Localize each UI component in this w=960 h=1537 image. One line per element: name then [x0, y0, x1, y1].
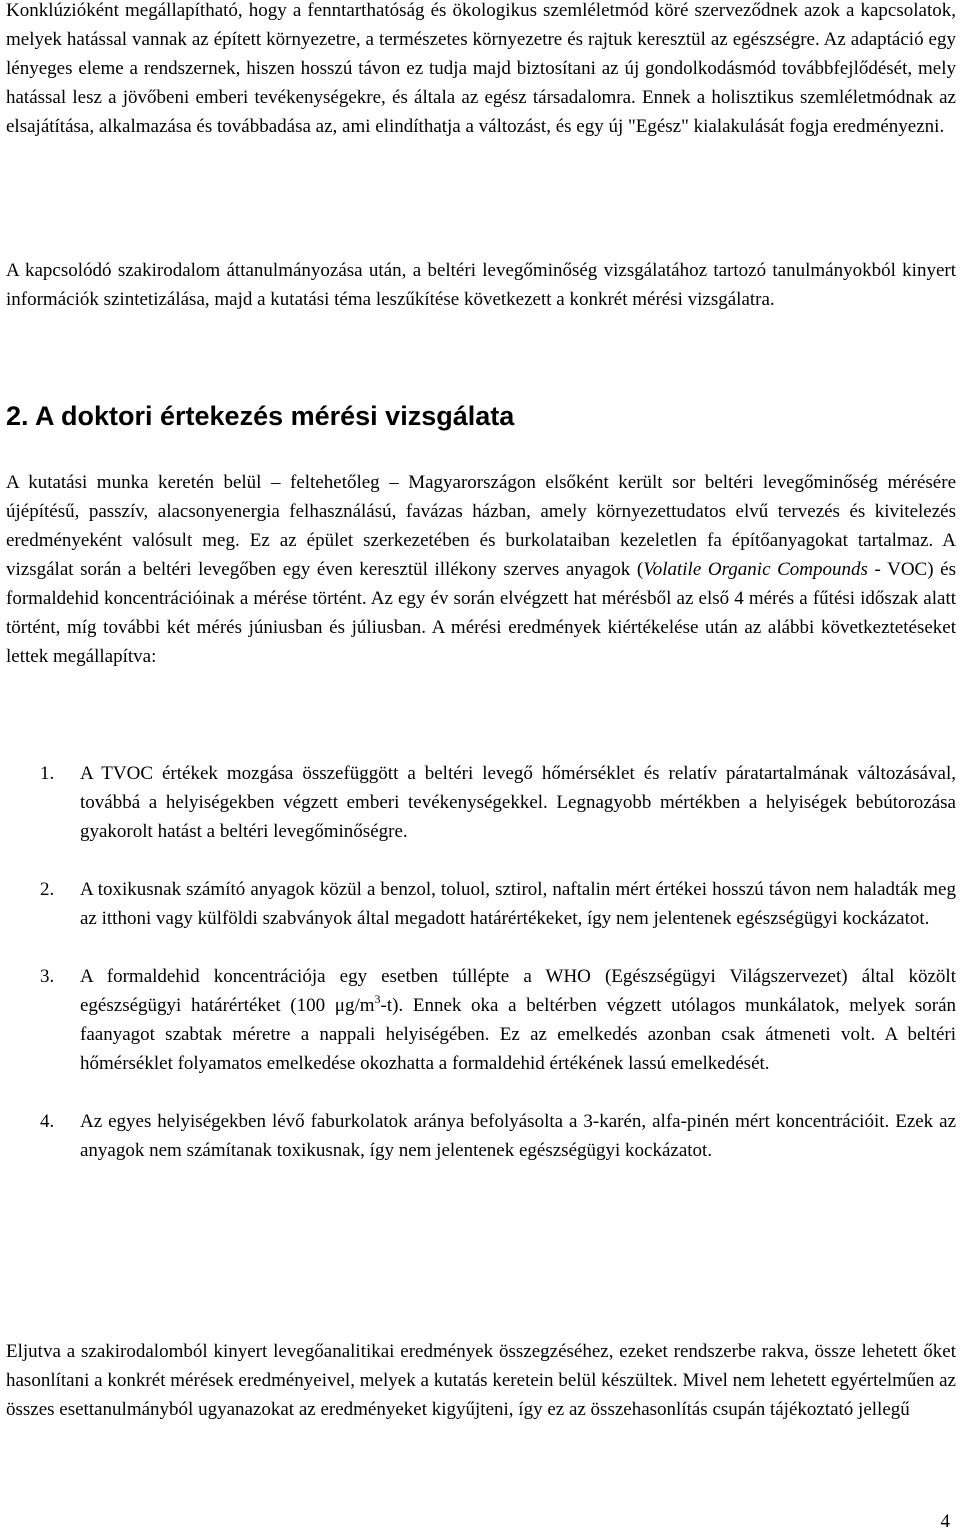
superscript-exponent: 3: [374, 991, 381, 1006]
paragraph-conclusion: Konklúzióként megállapítható, hogy a fenntarthatóság és ökologikus szemléletmód köré szerveződnek azok a kapcsolatok, melyek hatással vannak az épített környezetre, a természetes környezetre és rajtuk keresztül az egészségre. Az adaptáció egy lényeges eleme a rendszernek, hiszen hosszú távon ez tudja majd biztosítani az új gondolkodásmód továbbfejlődését, mely hatással lesz a jövőbeni emberi tevékenységekre, és általa az egész társadalomra. Ennek a holisztikus szemléletmódnak az elsajátítása, alkalmazása és továbbadása az, ami elindíthatja a változást, és egy új "Egész" kialakulását fogja eredményezni.: [6, 0, 956, 137]
paragraph-comparison: Eljutva a szakirodalomból kinyert levegőanalitikai eredmények összegzéséhez, ezeket rendszerbe rakva, össze lehetett őket hasonlítani a konkrét mérések eredményeivel, melyek a kutatás keretein belül készültek. Mivel nem lehetett egyértelműen az összes esettanulmányból ugyanazokat az eredményeket kigyűjteni, így ez az összehasonlítás csupán tájékoztató jellegű: [6, 1341, 956, 1420]
paragraph-measurement-intro: [6, 468, 956, 671]
list-item-number: 3.: [40, 966, 55, 987]
list-item: [6, 962, 956, 1078]
list-item-number: 2.: [40, 879, 55, 900]
list-item-text: Az egyes helyiségekben lévő faburkolatok aránya befolyásolta a 3-karén, alfa-pinén mért koncentrációit. Ezek az anyagok nem számítanak toxikusnak, így nem jelentenek egészségügyi kockázatot.: [80, 1111, 956, 1161]
list-item-number: 1.: [40, 763, 55, 784]
findings-list: [6, 759, 956, 1194]
list-item: [6, 875, 956, 933]
page-number: 4: [940, 1511, 950, 1532]
list-item-text: [80, 962, 956, 1078]
list-item-text-b: -t). Ennek oka a beltérben végzett utólagos munkálatok, melyek során faanyagot szabtak méretre a nappali helyiségében. Ez az emelkedés azonban csak átmeneti volt. A beltéri hőmérséklet folyamatos emelkedése okozhatta a formaldehid értékének lassú emelkedését.: [80, 995, 957, 1074]
list-item: [6, 1107, 956, 1165]
list-item-text-a: A formaldehid koncentrációja egy esetben túllépte a WHO (Egészségügyi Világszervezet) által közölt egészségügyi határértéket (100 μg/m: [80, 966, 956, 1016]
paragraph-literature-review: A kapcsolódó szakirodalom áttanulmányozása után, a beltéri levegőminőség vizsgálatához tartozó tanulmányokból kinyert információk szintetizálása, majd a kutatási téma leszűkítése következett a konkrét mérési vizsgálatra.: [6, 260, 956, 310]
list-item: [6, 759, 956, 846]
section-heading: 2. A doktori értekezés mérési vizsgálata: [6, 401, 515, 431]
paragraph-measurement-text-b: - VOC) és formaldehid koncentrációinak a mérése történt. Az egy év során elvégzett hat mérésből az első 4 mérés a fűtési időszak alatt történt, míg további két mérés júniusban és júliusban. A mérési eredmények kiértékelése után az alábbi következtetéseket lettek megállapítva:: [6, 559, 956, 667]
list-item-text: A TVOC értékek mozgása összefüggött a beltéri levegő hőmérséklet és relatív páratartalmának változásával, továbbá a helyiségekben végzett emberi tevékenységekkel. Legnagyobb mértékben a helyiségek bebútorozása gyakorolt hatást a beltéri levegőminőségre.: [80, 763, 956, 842]
paragraph-measurement-text-a: A kutatási munka keretén belül – feltehetőleg – Magyarországon elsőként került sor beltéri levegőminőség mérésére újépítésű, passzív, alacsonyenergia felhasználású, favázas házban, amely környezettudatos elvű tervezés és kivitelezés eredményeként valósult meg. Ez az épület szerkezetében és burkolataiban kezeletlen fa építőanyagokat tartalmaz. A vizsgálat során a beltéri levegőben egy éven keresztül illékony szerves anyagok (: [6, 472, 956, 580]
list-item-text: A toxikusnak számító anyagok közül a benzol, toluol, sztirol, naftalin mért értékei hosszú távon nem haladták meg az itthoni vagy külföldi szabványok által megadott határértékeket, így nem jelentenek egészségügyi kockázatot.: [80, 879, 956, 929]
list-item-number: 4.: [40, 1111, 55, 1132]
voc-italic-term: Volatile Organic Compounds: [643, 559, 868, 580]
